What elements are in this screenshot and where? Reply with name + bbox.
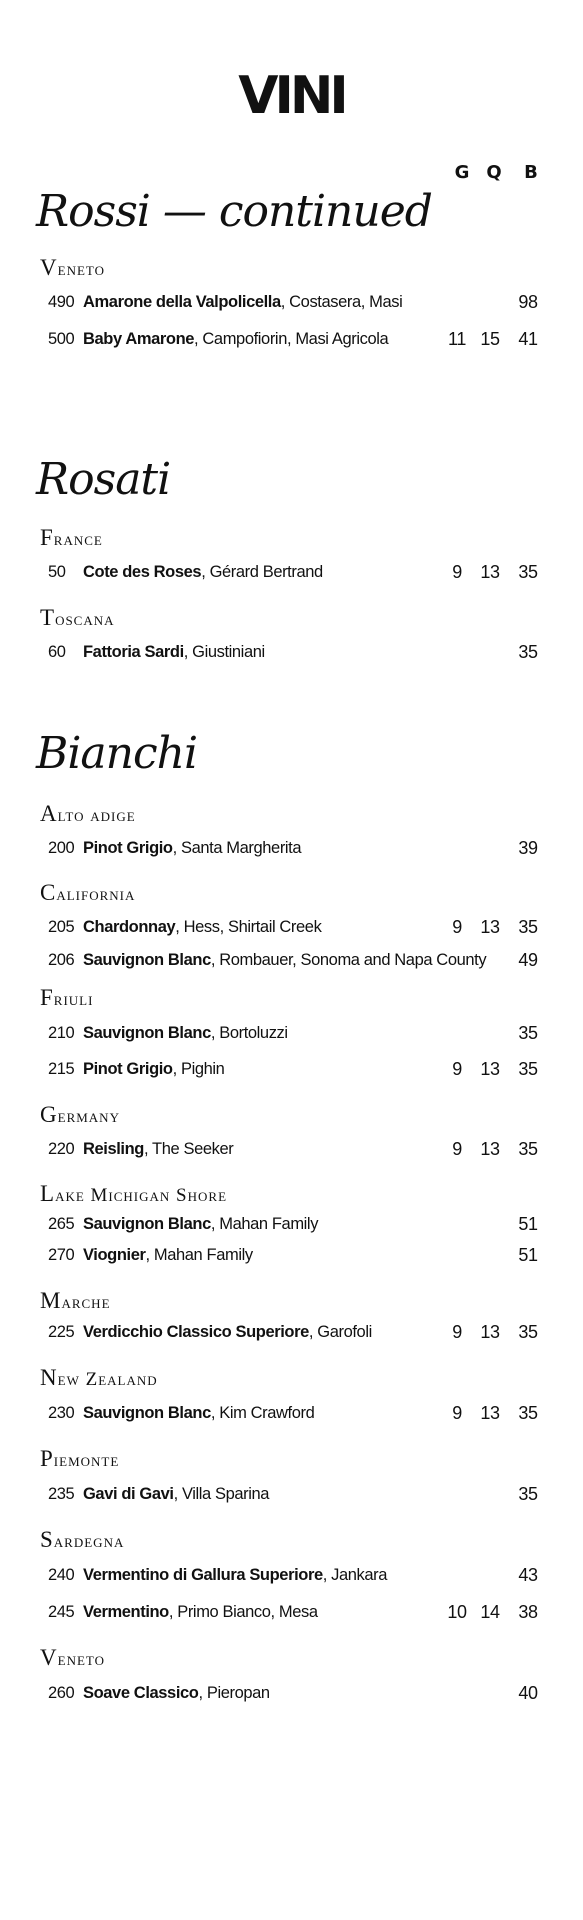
wine-row: 260 Soave Classico, Pieropan 40 <box>48 1683 538 1703</box>
wine-row: 206 Sauvignon Blanc, Rombauer, Sonoma and Napa County 49 <box>48 950 538 970</box>
region-heading: Friuli <box>40 985 94 1010</box>
region-heading: New Zealand <box>40 1365 158 1390</box>
wine-row: 220 Reisling, The Seeker 9 13 35 <box>48 1139 538 1159</box>
region-heading: Alto adige <box>40 801 136 826</box>
column-header-quartino: Q <box>486 162 502 183</box>
wine-row: 60 Fattoria Sardi, Giustiniani 35 <box>48 642 538 662</box>
region-heading: Germany <box>40 1102 120 1127</box>
wine-row: 240 Vermentino di Gallura Superiore, Jankara 43 <box>48 1565 538 1585</box>
wine-row: 270 Viognier, Mahan Family 51 <box>48 1245 538 1265</box>
region-heading: Marche <box>40 1288 111 1313</box>
region-heading: Piemonte <box>40 1446 120 1471</box>
region-heading: Veneto <box>40 1645 105 1670</box>
wine-row: 265 Sauvignon Blanc, Mahan Family 51 <box>48 1214 538 1234</box>
column-header-glass: G <box>454 162 470 183</box>
region-heading: France <box>40 525 103 550</box>
wine-row: 205 Chardonnay, Hess, Shirtail Creek 9 13 35 <box>48 917 538 937</box>
section-heading-rosati: Rosati <box>36 454 171 505</box>
wine-row: 245 Vermentino, Primo Bianco, Mesa 10 14 38 <box>48 1602 538 1622</box>
region-heading: California <box>40 880 136 905</box>
wine-row: 210 Sauvignon Blanc, Bortoluzzi 35 <box>48 1023 538 1043</box>
page-title: VINI <box>238 66 345 126</box>
wine-row: 200 Pinot Grigio, Santa Margherita 39 <box>48 838 538 858</box>
region-heading: Toscana <box>40 605 115 630</box>
wine-row: 225 Verdicchio Classico Superiore, Garofoli 9 13 35 <box>48 1322 538 1342</box>
section-heading-rossi: Rossi — continued <box>36 186 432 237</box>
wine-row: 235 Gavi di Gavi, Villa Sparina 35 <box>48 1484 538 1504</box>
wine-row: 50 Cote des Roses, Gérard Bertrand 9 13 35 <box>48 562 538 582</box>
wine-row: 500 Baby Amarone, Campofiorin, Masi Agricola 11 15 41 <box>48 329 538 349</box>
wine-row: 490 Amarone della Valpolicella, Costasera, Masi 98 <box>48 292 538 312</box>
column-header-bottle: B <box>524 162 538 183</box>
region-heading: Veneto <box>40 255 105 280</box>
wine-row: 230 Sauvignon Blanc, Kim Crawford 9 13 35 <box>48 1403 538 1423</box>
region-heading: Lake Michigan Shore <box>40 1181 228 1206</box>
section-heading-bianchi: Bianchi <box>36 728 198 779</box>
wine-row: 215 Pinot Grigio, Pighin 9 13 35 <box>48 1059 538 1079</box>
region-heading: Sardegna <box>40 1527 125 1552</box>
